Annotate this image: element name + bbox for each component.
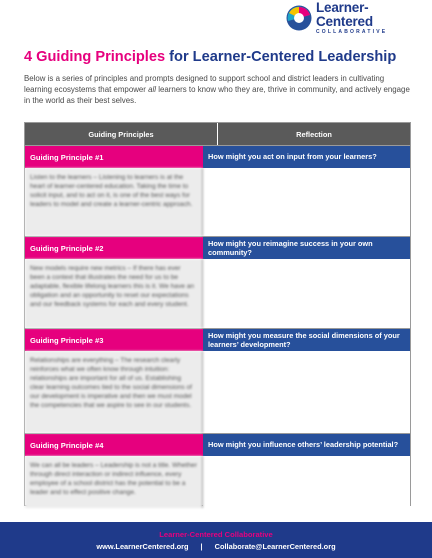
principle-label: Guiding Principle #2 bbox=[25, 237, 203, 259]
reflection-answer-area[interactable] bbox=[203, 259, 410, 328]
principle-description: Listen to the learners – Listening to learners is at the heart of learner-centered education. Taking the time to solicit input, and to act on it, is one of the best ways for leaders to model and create a learner-centric approach. bbox=[25, 168, 203, 236]
table-row bbox=[25, 433, 410, 508]
table-header bbox=[25, 123, 410, 145]
title-accent: 4 Guiding Principles bbox=[24, 49, 166, 65]
reflection-prompt: How might you measure the social dimensions of your learners’ development? bbox=[203, 329, 410, 351]
principle-label: Guiding Principle #3 bbox=[25, 329, 203, 351]
intro-after: learners to know who they are, thrive in community, and actively engage in the world as their best selves. bbox=[24, 85, 410, 106]
intro-emphasis: all bbox=[148, 85, 157, 95]
column-header-principles: Guiding Principles bbox=[25, 123, 218, 145]
page-title bbox=[24, 49, 414, 65]
footer-org-name: Learner-Centered Collaborative bbox=[159, 530, 273, 539]
intro-paragraph bbox=[24, 73, 412, 107]
column-header-reflection: Reflection bbox=[296, 129, 332, 139]
principle-description: Relationships are everything – The research clearly reinforces what we often know through intuition: relationships are important for all of us. Establishing clear learning outcomes tied to the social dimensions of our development is imperative and then we must model the competencies that we aspire to see in our students. bbox=[25, 351, 203, 433]
intro-before: Below is a series of principles and prompts designed to support school and district leaders in cultivating learning ecosystems that empower bbox=[24, 74, 385, 95]
brand-mark-icon bbox=[286, 5, 312, 31]
footer-contact bbox=[0, 542, 432, 551]
principle-label: Guiding Principle #1 bbox=[25, 146, 203, 168]
reflection-answer-area[interactable] bbox=[203, 351, 410, 433]
table-row bbox=[25, 145, 410, 236]
principle-description: New models require new metrics – If there has ever been a context that illustrates the need for us to be adaptable, flexible lifelong learners this is it. We have an obligation and an opportunity to reset our expectations and our feedback systems for each and every student. bbox=[25, 259, 203, 328]
reflection-prompt: How might you influence others’ leadership potential? bbox=[203, 434, 410, 456]
brand-name: Learner-Centered bbox=[316, 0, 373, 29]
brand-logo bbox=[286, 0, 424, 35]
reflection-answer-area[interactable] bbox=[203, 168, 410, 236]
table-row bbox=[25, 236, 410, 328]
reflection-prompt: How might you reimagine success in your own community? bbox=[203, 237, 410, 259]
principle-label: Guiding Principle #4 bbox=[25, 434, 203, 456]
footer-separator: | bbox=[200, 542, 203, 551]
email-link[interactable]: Collaborate@LearnerCentered.org bbox=[214, 542, 336, 551]
reflection-answer-area[interactable] bbox=[203, 456, 410, 508]
table-row bbox=[25, 328, 410, 433]
principles-table bbox=[24, 122, 411, 506]
website-link[interactable]: www.LearnerCentered.org bbox=[96, 542, 189, 551]
title-rest: for Learner-Centered Leadership bbox=[165, 49, 397, 65]
reflection-prompt: How might you act on input from your learners? bbox=[203, 146, 410, 168]
principle-description: We can all be leaders – Leadership is not a title. Whether through direct interaction or indirect influence, every employee of a school district has the potential to be a leader and to effect positive change. bbox=[25, 456, 203, 508]
brand-tagline: COLLABORATIVE bbox=[316, 29, 388, 35]
page-footer bbox=[0, 522, 432, 558]
